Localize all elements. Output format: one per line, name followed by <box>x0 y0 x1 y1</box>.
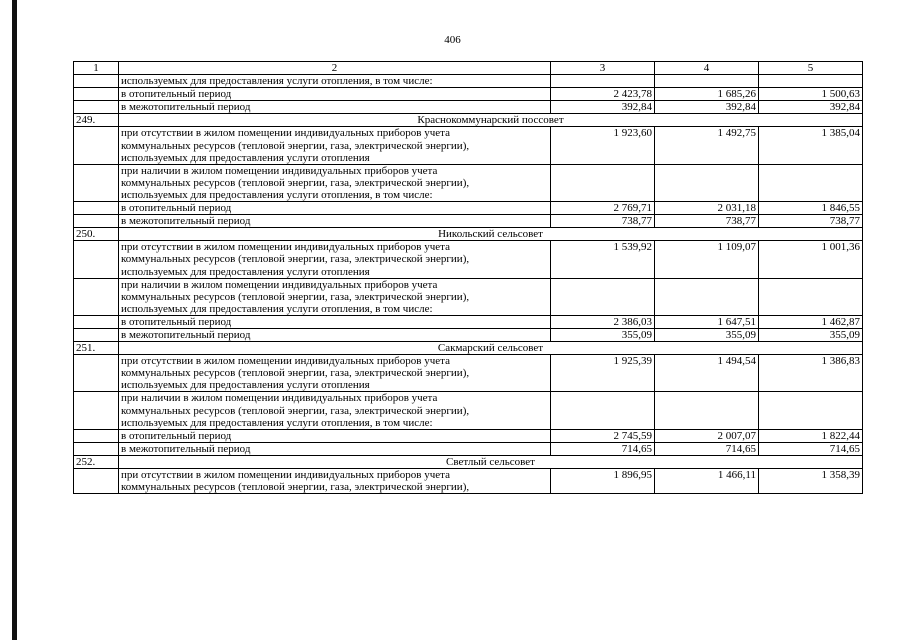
value-col-5: 1 358,39 <box>759 469 863 494</box>
value-col-5: 392,84 <box>759 101 863 114</box>
row-description <box>119 278 551 315</box>
section-name: Краснокоммунарский поссовет <box>119 114 863 127</box>
header-col-4: 4 <box>655 62 759 75</box>
row-num-cell <box>74 392 119 429</box>
value-col-4: 1 494,54 <box>655 355 759 392</box>
value-col-4: 355,09 <box>655 328 759 341</box>
section-name: Никольский сельсовет <box>119 228 863 241</box>
value-col-4: 2 007,07 <box>655 429 759 442</box>
section-name: Сакмарский сельсовет <box>119 342 863 355</box>
heating-period-row <box>74 315 863 328</box>
value-col-4: 738,77 <box>655 215 759 228</box>
value-col-5: 355,09 <box>759 328 863 341</box>
value-col-3 <box>551 278 655 315</box>
section-number: 250. <box>74 228 119 241</box>
value-cell <box>759 75 863 88</box>
row-num-cell <box>74 75 119 88</box>
heating-period-row <box>74 202 863 215</box>
header-col-5: 5 <box>759 62 863 75</box>
period-label: в отопительный период <box>119 315 551 328</box>
header-col-3: 3 <box>551 62 655 75</box>
row-num-cell <box>74 215 119 228</box>
text-line: используемых для предоставления услуги отопления <box>121 379 370 392</box>
header-col-1: 1 <box>74 62 119 75</box>
value-col-4: 392,84 <box>655 101 759 114</box>
value-col-4 <box>655 278 759 315</box>
row-num-cell <box>74 315 119 328</box>
no-meter-row <box>74 241 863 278</box>
text-line: коммунальных ресурсов (тепловой энергии, газа, электрической энергии), <box>121 253 470 266</box>
no-meter-row <box>74 355 863 392</box>
row-num-cell <box>74 164 119 201</box>
value-col-3: 738,77 <box>551 215 655 228</box>
value-cell <box>551 75 655 88</box>
row-num-cell <box>74 127 119 164</box>
row-description <box>119 164 551 201</box>
row-num-cell <box>74 429 119 442</box>
value-col-3: 1 923,60 <box>551 127 655 164</box>
section-header-row <box>74 228 863 241</box>
text-line: используемых для предоставления услуги отопления, в том числе: <box>121 416 433 429</box>
row-num-cell <box>74 469 119 494</box>
value-col-3: 1 925,39 <box>551 355 655 392</box>
nonheating-period-row <box>74 101 863 114</box>
row-description <box>119 127 551 164</box>
heating-period-row <box>74 429 863 442</box>
row-num-cell <box>74 88 119 101</box>
value-col-3: 1 896,95 <box>551 469 655 494</box>
text-line: при отсутствии в жилом помещении индивидуальных приборов учета <box>121 469 450 481</box>
value-col-5: 1 846,55 <box>759 202 863 215</box>
section-number: 252. <box>74 455 119 468</box>
row-description <box>119 469 551 494</box>
section-number: 249. <box>74 114 119 127</box>
row-num-cell <box>74 101 119 114</box>
value-col-4: 714,65 <box>655 442 759 455</box>
value-cell <box>655 75 759 88</box>
period-label: в отопительный период <box>119 429 551 442</box>
value-col-4: 1 492,75 <box>655 127 759 164</box>
value-col-3: 2 423,78 <box>551 88 655 101</box>
text-line: коммунальных ресурсов (тепловой энергии, газа, электрической энергии), <box>121 367 470 380</box>
value-col-3 <box>551 392 655 429</box>
row-description <box>119 241 551 278</box>
section-number: 251. <box>74 342 119 355</box>
value-col-4: 1 109,07 <box>655 241 759 278</box>
text-line: коммунальных ресурсов (тепловой энергии, газа, электрической энергии), <box>121 176 470 189</box>
table-header-row <box>74 62 863 75</box>
value-col-5 <box>759 392 863 429</box>
row-num-cell <box>74 355 119 392</box>
value-col-3: 2 745,59 <box>551 429 655 442</box>
tariff-table <box>73 61 863 494</box>
text-line: при наличии в жилом помещении индивидуальных приборов учета <box>121 164 438 177</box>
continuation-text-row <box>74 75 863 88</box>
section-header-row <box>74 114 863 127</box>
text-line: при наличии в жилом помещении индивидуальных приборов учета <box>121 278 438 291</box>
text-line: коммунальных ресурсов (тепловой энергии, газа, электрической энергии), <box>121 481 470 494</box>
value-col-4: 1 466,11 <box>655 469 759 494</box>
text-line: используемых для предоставления услуги отопления <box>121 265 370 278</box>
nonheating-period-row <box>74 328 863 341</box>
text-line: используемых для предоставления услуги отопления <box>121 151 370 164</box>
no-meter-row <box>74 127 863 164</box>
row-description <box>119 355 551 392</box>
value-col-4: 1 647,51 <box>655 315 759 328</box>
text-line: коммунальных ресурсов (тепловой энергии, газа, электрической энергии), <box>121 290 470 303</box>
period-label: в отопительный период <box>119 88 551 101</box>
period-label: в межотопительный период <box>119 442 551 455</box>
value-col-5: 738,77 <box>759 215 863 228</box>
page-number: 406 <box>444 34 461 46</box>
heating-period-row <box>74 88 863 101</box>
no-meter-row <box>74 469 863 494</box>
text-line: при отсутствии в жилом помещении индивидуальных приборов учета <box>121 355 450 368</box>
text-line: коммунальных ресурсов (тепловой энергии, газа, электрической энергии), <box>121 404 470 417</box>
value-col-4 <box>655 392 759 429</box>
value-col-3: 1 539,92 <box>551 241 655 278</box>
header-col-2: 2 <box>119 62 551 75</box>
row-num-cell <box>74 442 119 455</box>
section-header-row <box>74 455 863 468</box>
text-line: используемых для предоставления услуги отопления, в том числе: <box>121 302 433 315</box>
value-col-3: 355,09 <box>551 328 655 341</box>
value-col-5 <box>759 278 863 315</box>
nonheating-period-row <box>74 442 863 455</box>
value-col-4: 2 031,18 <box>655 202 759 215</box>
value-col-5 <box>759 164 863 201</box>
scan-edge-shadow <box>12 0 17 640</box>
period-label: в межотопительный период <box>119 328 551 341</box>
section-header-row <box>74 342 863 355</box>
section-name: Светлый сельсовет <box>119 455 863 468</box>
continuation-text: используемых для предоставления услуги отопления, в том числе: <box>119 75 551 88</box>
period-label: в межотопительный период <box>119 215 551 228</box>
value-col-5: 1 500,63 <box>759 88 863 101</box>
value-col-5: 1 462,87 <box>759 315 863 328</box>
value-col-5: 1 001,36 <box>759 241 863 278</box>
value-col-3: 714,65 <box>551 442 655 455</box>
nonheating-period-row <box>74 215 863 228</box>
row-num-cell <box>74 278 119 315</box>
value-col-5: 1 385,04 <box>759 127 863 164</box>
value-col-3: 2 386,03 <box>551 315 655 328</box>
value-col-5: 1 386,83 <box>759 355 863 392</box>
row-description <box>119 392 551 429</box>
text-line: при отсутствии в жилом помещении индивидуальных приборов учета <box>121 127 450 140</box>
text-line: используемых для предоставления услуги отопления, в том числе: <box>121 188 433 201</box>
row-num-cell <box>74 241 119 278</box>
value-col-3 <box>551 164 655 201</box>
value-col-4 <box>655 164 759 201</box>
with-meter-row <box>74 392 863 429</box>
row-num-cell <box>74 328 119 341</box>
value-col-5: 714,65 <box>759 442 863 455</box>
with-meter-row <box>74 164 863 201</box>
value-col-4: 1 685,26 <box>655 88 759 101</box>
value-col-5: 1 822,44 <box>759 429 863 442</box>
value-col-3: 2 769,71 <box>551 202 655 215</box>
row-num-cell <box>74 202 119 215</box>
period-label: в межотопительный период <box>119 101 551 114</box>
period-label: в отопительный период <box>119 202 551 215</box>
value-col-3: 392,84 <box>551 101 655 114</box>
text-line: коммунальных ресурсов (тепловой энергии, газа, электрической энергии), <box>121 139 470 152</box>
text-line: при отсутствии в жилом помещении индивидуальных приборов учета <box>121 241 450 254</box>
with-meter-row <box>74 278 863 315</box>
text-line: при наличии в жилом помещении индивидуальных приборов учета <box>121 392 438 405</box>
